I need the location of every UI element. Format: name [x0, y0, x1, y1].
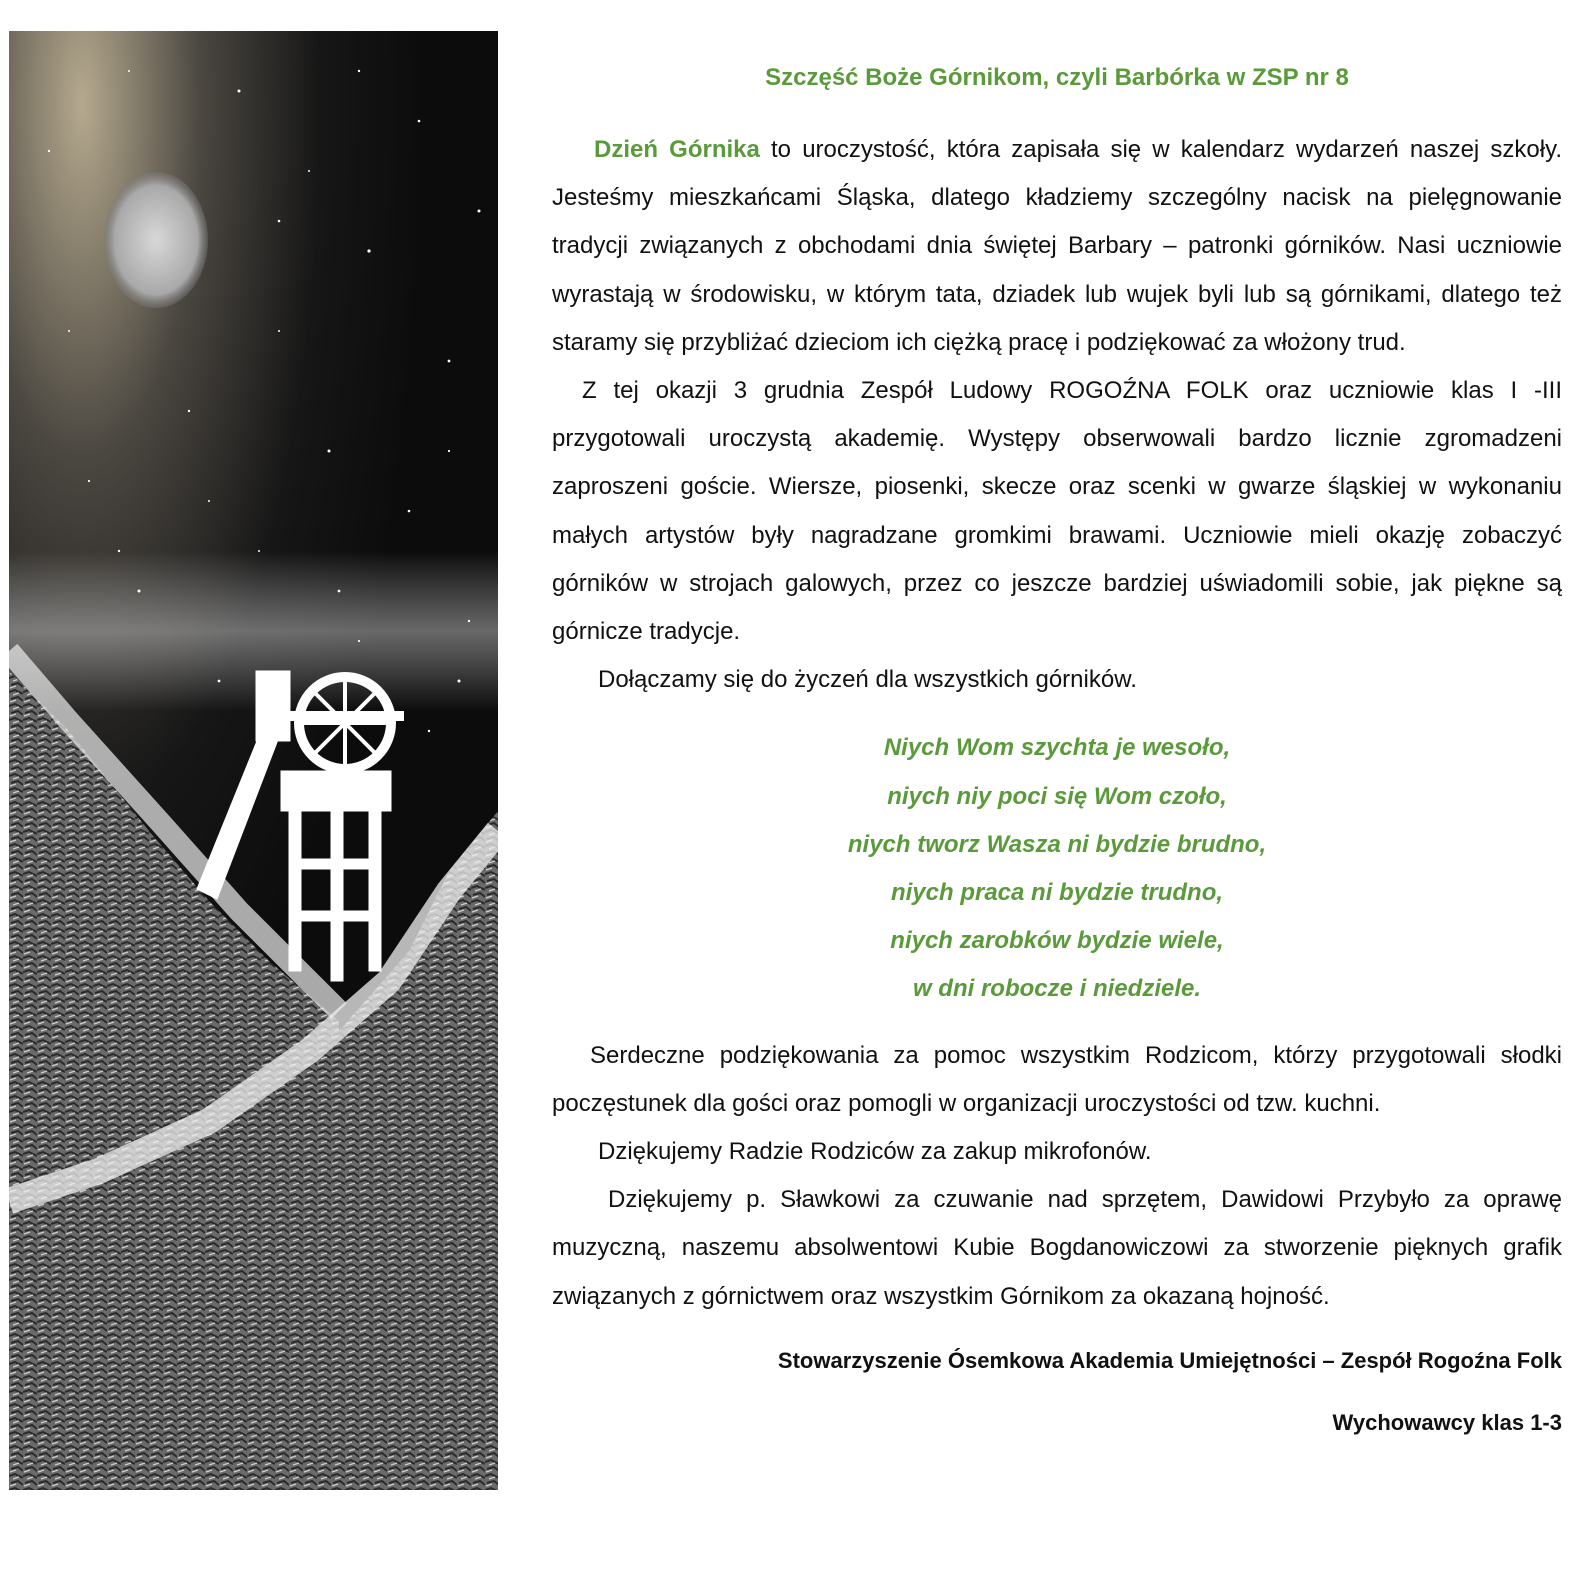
moon [104, 172, 208, 308]
paragraph-3: Dołączamy się do życzeń dla wszystkich górników. [598, 666, 1137, 694]
article [552, 54, 1562, 1447]
article-title: Szczęść Boże Górnikom, czyli Barbórka w ZSP nr 8 [765, 64, 1349, 91]
mine-shaft-illustration [9, 31, 498, 1490]
mining-artwork [9, 31, 498, 1490]
paragraph-1-text: to uroczystość, która zapisała się w kalendarz wydarzeń naszej szkoły. Jesteśmy mieszkańcami Śląska, dlatego kładziemy szczególny nacisk na pielęgnowanie tradycji związanych z obchodami dnia świętej Barbary – patronki górników. Nasi uczniowie wyrastają w środowisku, w którym tata, dziadek lub wujek byli lub są górnikami, dlatego też staramy się przybliżać dzieciom ich ciężką pracę i podziękować za włożony trud. [552, 136, 1562, 356]
poem-line: niych zarobków bydzie wiele, [890, 927, 1224, 955]
poem-line: niych tworz Wasza ni bydzie brudno, [847, 830, 1267, 858]
paragraph-1 [552, 126, 1562, 367]
poem-line: Niych Wom szychta je wesoło, [883, 734, 1231, 762]
paragraph-5: Dziękujemy Radzie Rodziców za zakup mikrofonów. [598, 1138, 1152, 1166]
poem [552, 724, 1562, 1013]
paragraph-1-lead: Dzień Górnika [594, 136, 760, 163]
paragraph-6: Dziękujemy p. Sławkowi za czuwanie nad sprzętem, Dawidowi Przybyło za oprawę muzyczną, naszemu absolwentowi Kubie Bogdanowiczowi za stworzenie pięknych grafik związanych z górnictwem oraz wszystkim Górnikom za okazaną hojność. [552, 1186, 1562, 1310]
paragraph-2: Z tej okazji 3 grudnia Zespół Ludowy ROGOŹNA FOLK oraz uczniowie klas I -III przygotowali uroczystą akademię. Występy obserwowali bardzo licznie zgromadzeni zaproszeni goście. Wiersze, piosenki, skecze oraz scenki w gwarze śląskiej w wykonaniu małych artystów były nagradzane gromkimi brawami. Uczniowie mieli okazję zobaczyć górników w strojach galowych, przez co jeszcze bardziej uświadomili sobie, jak piękne są górnicze tradycje. [552, 377, 1562, 646]
paragraph-4: Serdeczne podziękowania za pomoc wszystkim Rodzicom, którzy przygotowali słodki poczęstunek dla gości oraz pomogli w organizacji uroczystości od tzw. kuchni. [552, 1041, 1562, 1117]
signature-teachers: Wychowawcy klas 1-3 [1332, 1409, 1562, 1435]
poem-line: w dni robocze i niedziele. [912, 975, 1202, 1003]
poem-line: niych niy poci się Wom czoło, [887, 782, 1227, 810]
signature-association: Stowarzyszenie Ósemkowa Akademia Umiejętności – Zespół Rogoźna Folk [777, 1347, 1562, 1373]
poem-line: niych praca ni bydzie trudno, [890, 879, 1224, 907]
